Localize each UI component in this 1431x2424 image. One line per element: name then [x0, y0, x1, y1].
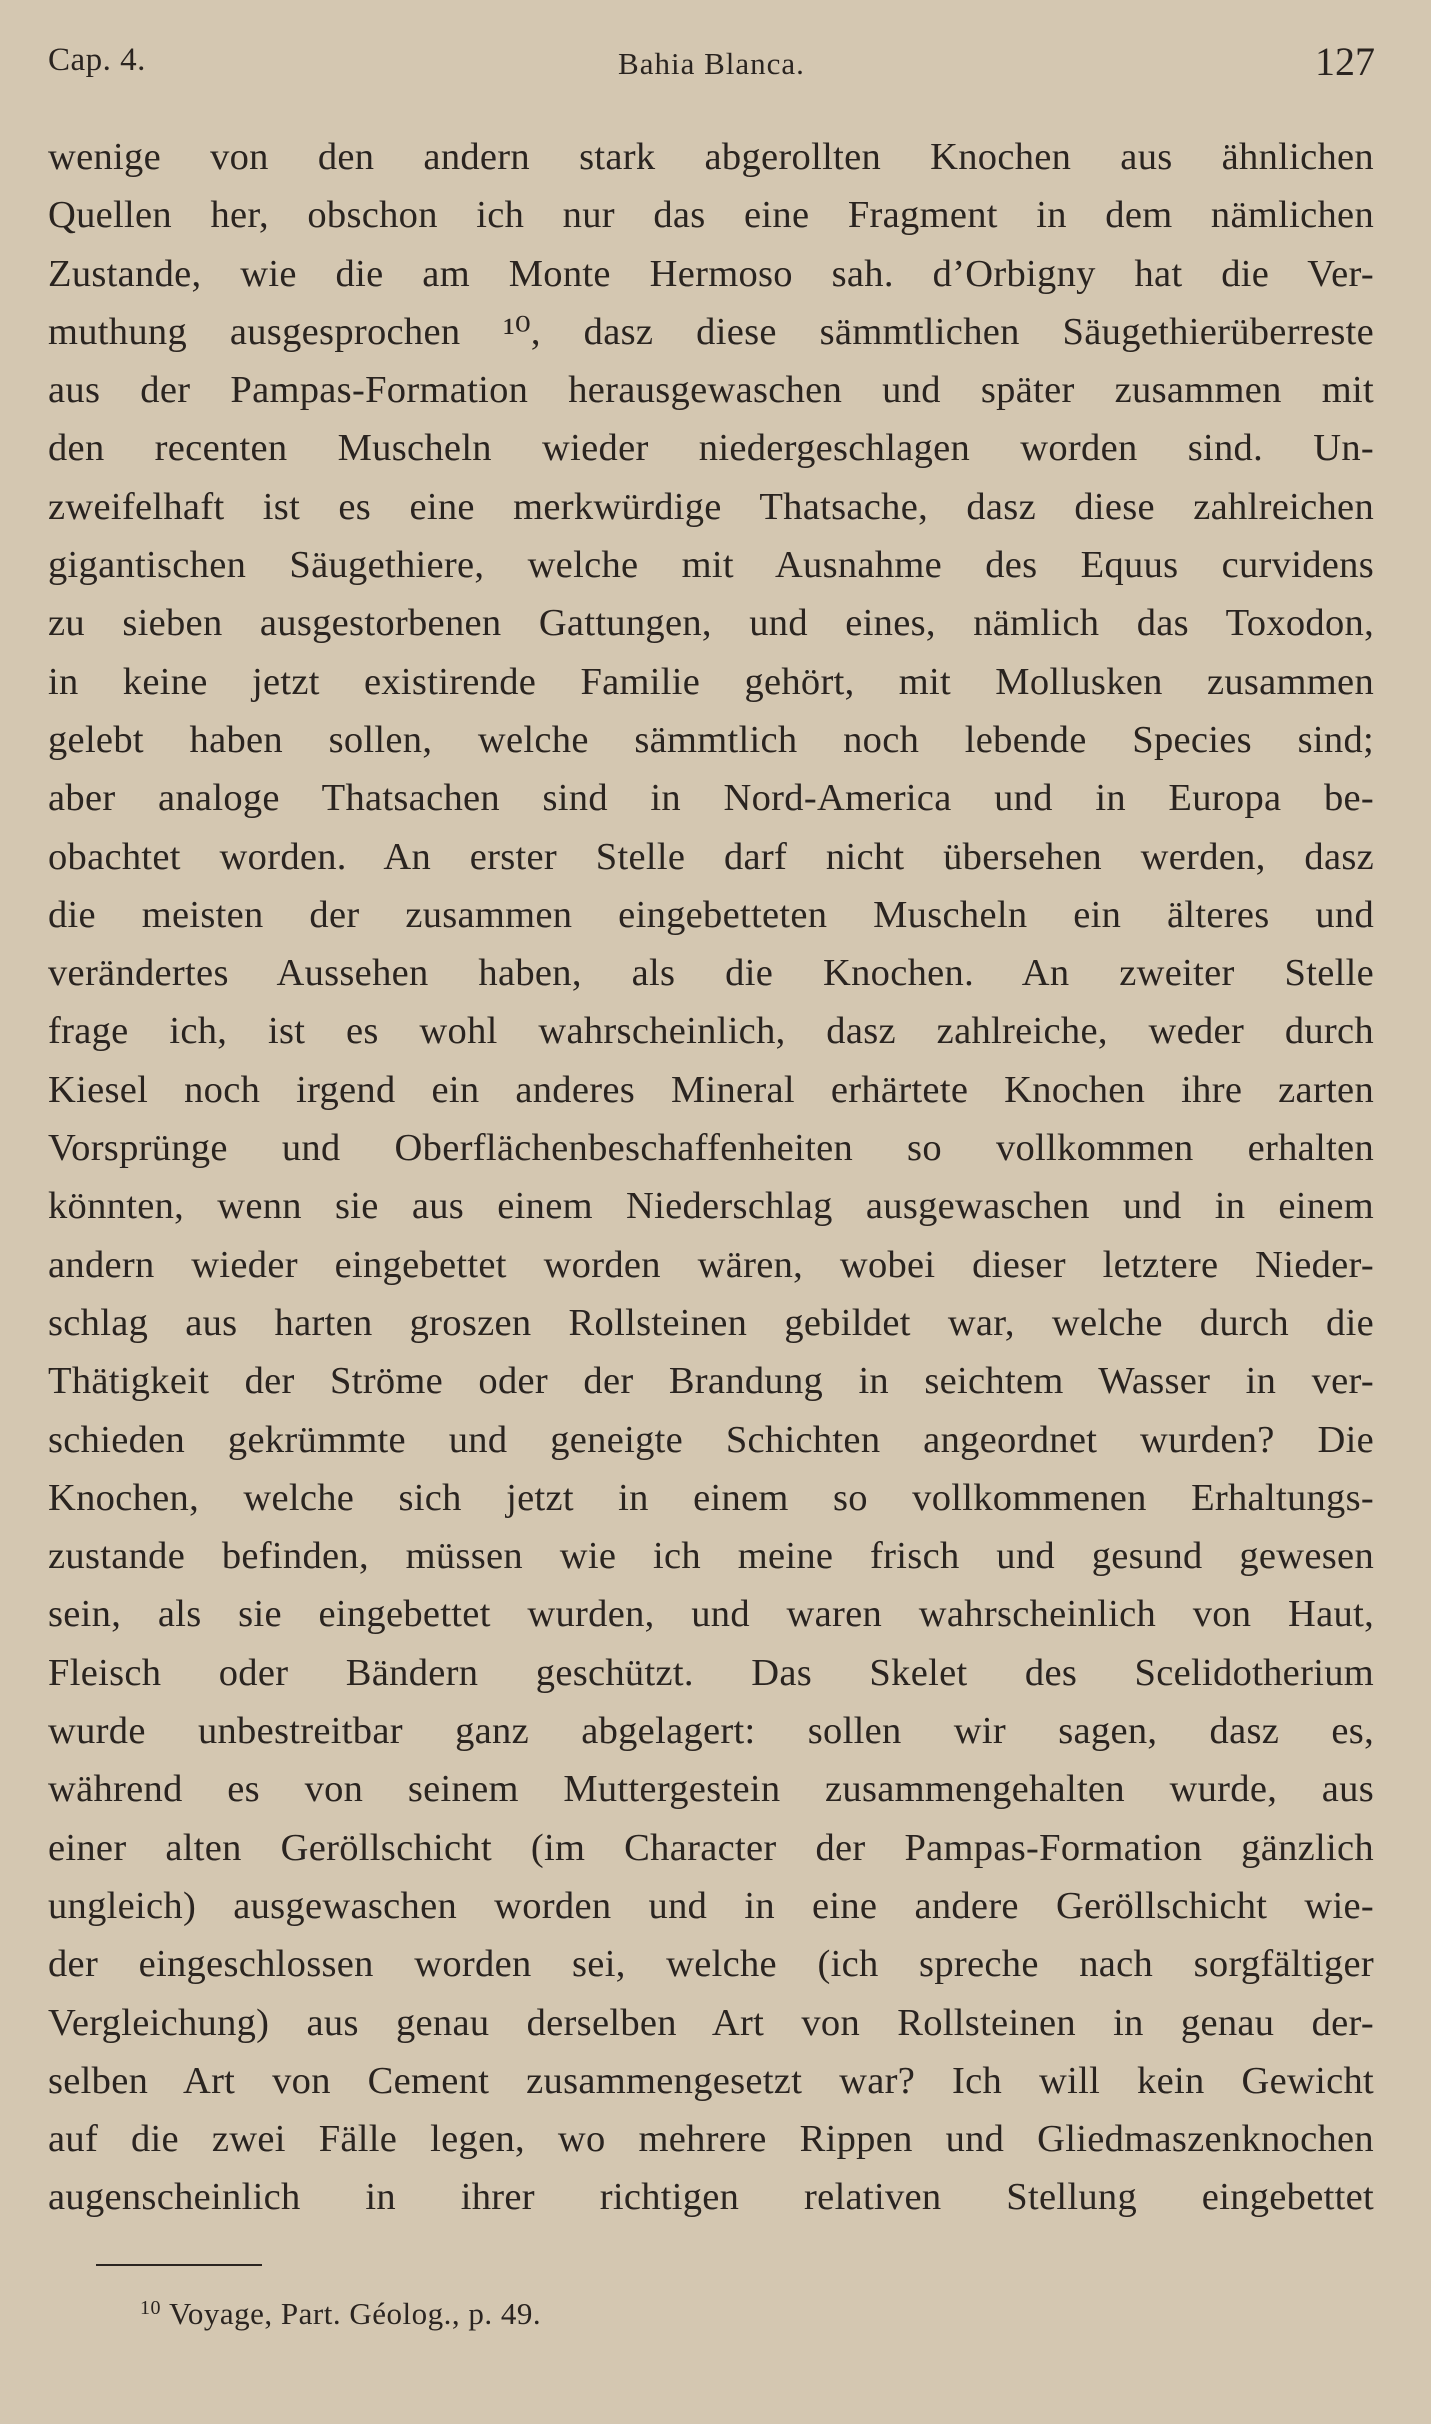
- text-line: Zustande, wie die am Monte Hermoso sah. d’Orbigny hat die Ver-: [48, 252, 1374, 295]
- running-head: [48, 38, 1375, 98]
- text-line: zustande befinden, müssen wie ich meine frisch und gesund gewesen: [48, 1535, 1374, 1578]
- text-line: aber analoge Thatsachen sind in Nord-America und in Europa be-: [48, 777, 1374, 820]
- text-line: verändertes Aussehen haben, als die Knochen. An zweiter Stelle: [48, 952, 1374, 995]
- text-line: gelebt haben sollen, welche sämmtlich noch lebende Species sind;: [48, 718, 1374, 761]
- text-line: muthung ausgesprochen ¹⁰, dasz diese sämmtlichen Säugethierüberreste: [48, 310, 1374, 353]
- text-line: gigantischen Säugethiere, welche mit Ausnahme des Equus curvidens: [48, 544, 1374, 587]
- text-line: in keine jetzt existirende Familie gehört, mit Mollusken zusammen: [48, 660, 1374, 703]
- body-text: [48, 128, 1374, 2227]
- footnote-text: Voyage, Part. Géolog., p. 49.: [169, 2296, 542, 2331]
- text-line: den recenten Muscheln wieder niedergeschlagen worden sind. Un-: [48, 427, 1374, 470]
- chapter-label: Cap. 4.: [48, 42, 146, 78]
- text-line: die meisten der zusammen eingebetteten Muscheln ein älteres und: [48, 893, 1374, 936]
- text-line: zweifelhaft ist es eine merkwürdige Thatsache, dasz diese zahlreichen: [48, 485, 1374, 528]
- footnote: [140, 2296, 541, 2332]
- text-line: zu sieben ausgestorbenen Gattungen, und eines, nämlich das Toxodon,: [48, 602, 1374, 645]
- text-line: Fleisch oder Bändern geschützt. Das Skelet des Scelidotherium: [48, 1651, 1374, 1694]
- text-line: Quellen her, obschon ich nur das eine Fragment in dem nämlichen: [48, 194, 1374, 237]
- text-line: ungleich) ausgewaschen worden und in eine andere Geröllschicht wie-: [48, 1884, 1374, 1927]
- text-line: könnten, wenn sie aus einem Niederschlag ausgewaschen und in einem: [48, 1185, 1374, 1228]
- running-title: Bahia Blanca.: [618, 46, 805, 81]
- text-line: Vorsprünge und Oberflächenbeschaffenheiten so vollkommen erhalten: [48, 1127, 1374, 1170]
- text-line: wenige von den andern stark abgerollten Knochen aus ähnlichen: [48, 136, 1374, 178]
- text-line: Kiesel noch irgend ein anderes Mineral erhärtete Knochen ihre zarten: [48, 1068, 1374, 1111]
- text-line: frage ich, ist es wohl wahrscheinlich, dasz zahlreiche, weder durch: [48, 1010, 1374, 1053]
- text-line: sein, als sie eingebettet wurden, und waren wahrscheinlich von Haut,: [48, 1593, 1374, 1636]
- text-line: andern wieder eingebettet worden wären, wobei dieser letztere Nieder-: [48, 1243, 1374, 1286]
- text-line: Knochen, welche sich jetzt in einem so vollkommenen Erhaltungs-: [48, 1476, 1374, 1519]
- text-line: Vergleichung) aus genau derselben Art von Rollsteinen in genau der-: [48, 2001, 1374, 2044]
- footnote-divider: [96, 2264, 262, 2266]
- page-number: 127: [1315, 39, 1375, 84]
- text-line: Thätigkeit der Ströme oder der Brandung in seichtem Wasser in ver-: [48, 1360, 1374, 1403]
- text-line: obachtet worden. An erster Stelle darf nicht übersehen werden, dasz: [48, 835, 1374, 878]
- text-line: schieden gekrümmte und geneigte Schichten angeordnet wurden? Die: [48, 1418, 1374, 1461]
- text-line: während es von seinem Muttergestein zusammengehalten wurde, aus: [48, 1768, 1374, 1811]
- text-line: schlag aus harten groszen Rollsteinen gebildet war, welche durch die: [48, 1301, 1374, 1344]
- text-line: einer alten Geröllschicht (im Character der Pampas-Formation gänzlich: [48, 1826, 1374, 1869]
- text-line: auf die zwei Fälle legen, wo mehrere Rippen und Gliedmaszenknochen: [48, 2118, 1374, 2161]
- footnote-marker: 10: [140, 2297, 161, 2319]
- text-line: augenscheinlich in ihrer richtigen relativen Stellung eingebettet: [48, 2176, 1374, 2219]
- text-line: selben Art von Cement zusammengesetzt war? Ich will kein Gewicht: [48, 2059, 1374, 2102]
- text-line: wurde unbestreitbar ganz abgelagert: sollen wir sagen, dasz es,: [48, 1710, 1374, 1753]
- text-line: der eingeschlossen worden sei, welche (ich spreche nach sorgfältiger: [48, 1943, 1374, 1986]
- text-line: aus der Pampas-Formation herausgewaschen und später zusammen mit: [48, 369, 1374, 412]
